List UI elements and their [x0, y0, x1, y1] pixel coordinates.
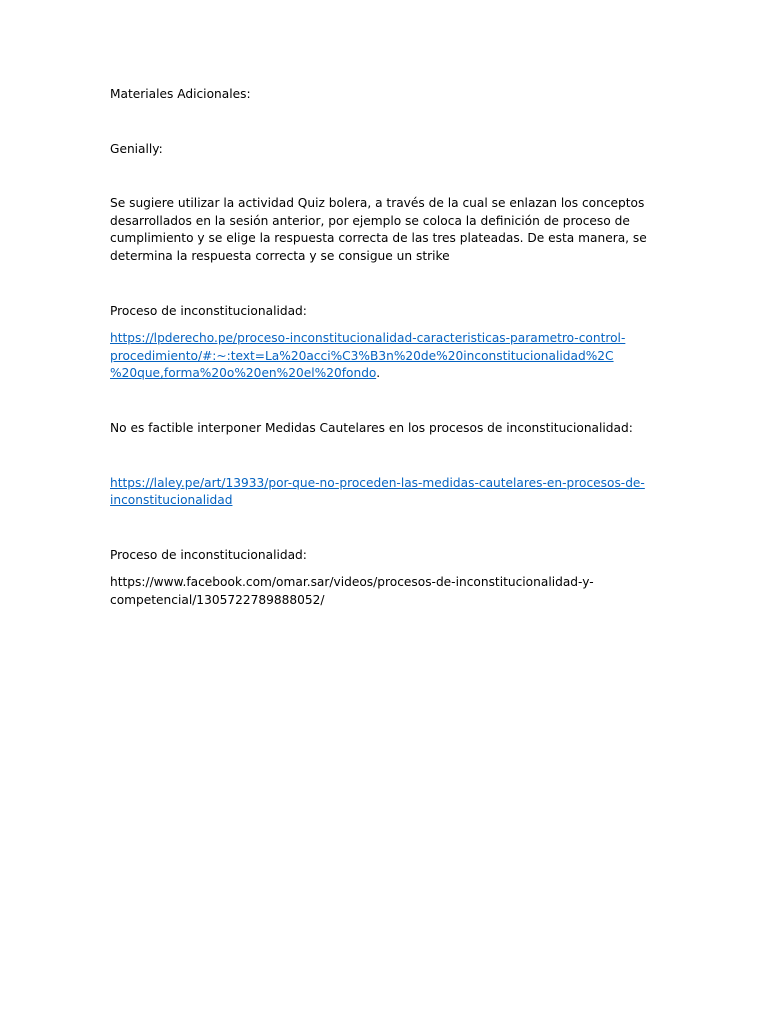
link-lpderecho[interactable]: %20que,forma%20o%20en%20el%20fondo — [110, 366, 377, 381]
paragraph-line: determina la respuesta correcta y se consigue un strike — [110, 248, 450, 263]
paragraph-line: cumplimiento y se elige la respuesta correcta de las tres plateadas. De esta manera, se — [110, 231, 647, 246]
section-label-proceso-2: Proceso de inconstitucionalidad: — [110, 547, 307, 562]
section-label-proceso-1: Proceso de inconstitucionalidad: — [110, 303, 307, 318]
facebook-url-block — [110, 574, 635, 609]
link-lpderecho[interactable]: procedimiento/#:~:text=La%20acci%C3%B3n%20de%20inconstitucionalidad%2C — [110, 348, 614, 363]
link-laley[interactable]: https://laley.pe/art/13933/por-que-no-proceden-las-medidas-cautelares-en-procesos-de- — [110, 475, 645, 490]
link-lpderecho-last-line — [110, 365, 635, 383]
genially-label: Genially: — [110, 141, 163, 156]
facebook-url-text: competencial/1305722789888052/ — [110, 592, 325, 607]
facebook-url-text: https://www.facebook.com/omar.sar/videos/procesos-de-inconstitucionalidad-y- — [110, 575, 594, 590]
quiz-paragraph — [110, 195, 647, 265]
paragraph-line: Se sugiere utilizar la actividad Quiz bolera, a través de la cual se enlazan los conceptos — [110, 196, 645, 211]
section-label-medidas-cautelares: No es factible interponer Medidas Cautelares en los procesos de inconstitucionalidad: — [110, 420, 633, 435]
link-lpderecho-block — [110, 330, 635, 383]
link-lpderecho[interactable]: https://lpderecho.pe/proceso-inconstitucionalidad-caracteristicas-parametro-control- — [110, 331, 626, 346]
link-laley-block — [110, 475, 645, 510]
heading-materiales: Materiales Adicionales: — [110, 87, 251, 101]
document-body — [110, 86, 647, 610]
link-suffix-period: . — [376, 366, 381, 381]
link-laley[interactable]: inconstitucionalidad — [110, 493, 233, 508]
paragraph-line: desarrollados en la sesión anterior, por ejemplo se coloca la definición de proceso de — [110, 213, 630, 228]
